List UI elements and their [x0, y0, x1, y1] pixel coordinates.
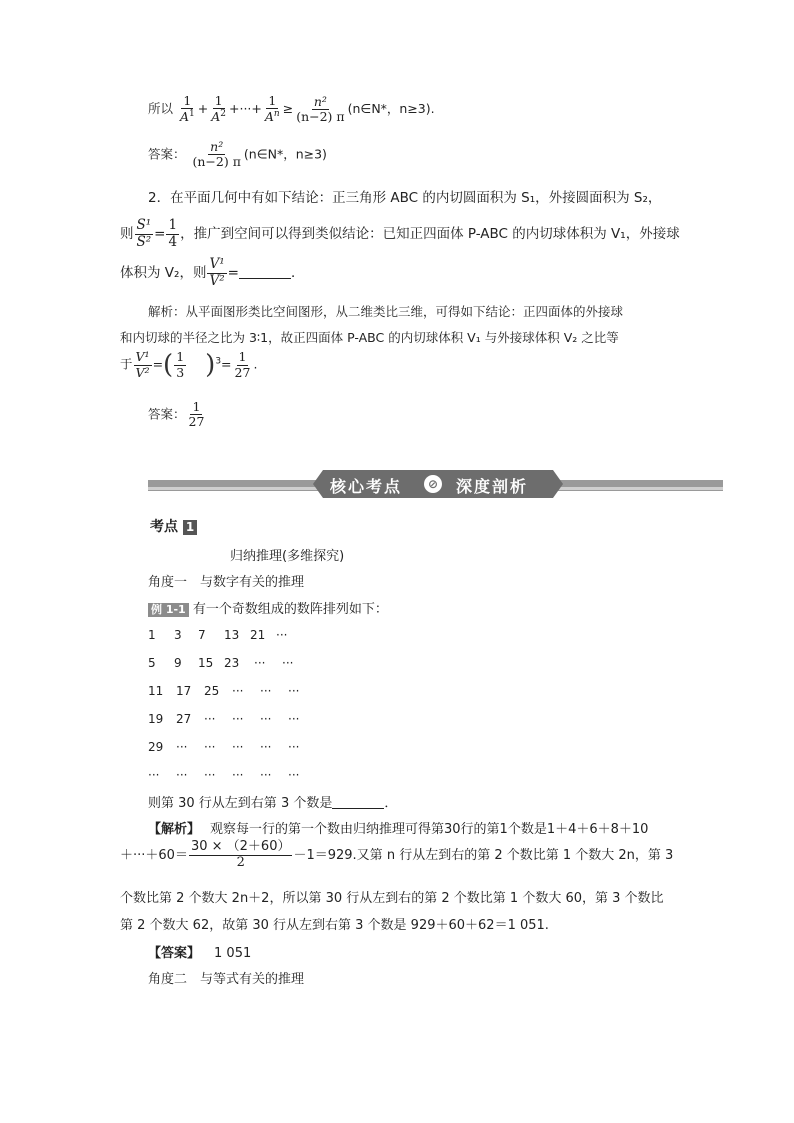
- angle-1-heading: 角度一 与数字有关的推理: [148, 575, 305, 590]
- banner-left-text: 核心考点: [330, 477, 403, 496]
- kaodian-title: 归纳推理(多维探究): [230, 549, 345, 564]
- condition-text: (n∈N*，n≥3).: [347, 100, 435, 116]
- matrix-row: 29 ··· ··· ··· ··· ···: [148, 740, 300, 754]
- analysis-line-1: 解析：从平面图形类比空间图形，从二维类比三维，可得如下结论：正四面体的外接球: [148, 304, 624, 319]
- kaodian-number-badge: 1: [183, 520, 197, 535]
- answer-blank-2[interactable]: [332, 796, 384, 809]
- fraction-1-over-An: $\frac{1}{A^n}$: [264, 93, 280, 125]
- matrix-question: 则第 30 行从左到右第 3 个数是 ．: [148, 796, 398, 811]
- answer-blank[interactable]: [239, 266, 291, 279]
- solution-line-4: 第 2 个数大 62，故第 30 行从左到右第 3 个数是 929＋60＋62＝1 051.: [120, 918, 549, 933]
- fraction-v1-v2: $\frac{\text{V¹}}{\text{V²}}$: [209, 256, 225, 289]
- fraction-1-over-A1: $\frac{1}{A^1}$: [180, 93, 195, 125]
- cube-exponent: 3: [215, 356, 222, 367]
- kaodian-heading: 考点 1: [150, 516, 197, 536]
- banner-badge-icon: ⊘: [424, 475, 442, 493]
- so-prefix: 所以: [148, 100, 174, 116]
- matrix-row: 1 3 7 13 21 ···: [148, 628, 288, 642]
- fraction-one-27: $\frac{1}{27}$: [234, 349, 251, 380]
- question-2-line-3: 体积为 V₂，则 $\frac{\text{V¹}}{\text{V²}}$ = ．: [120, 256, 305, 289]
- inequality-line: 所以 $\frac{1}{A^1}$ + $\frac{1}{A^2}$ +···+ $\frac{1}{A^n}$ ≥ $\frac{\text{n²}}{(n-2) \pi}$ (n∈N*，n≥3).: [148, 93, 435, 125]
- fraction-rhs: $\frac{\text{n²}}{(n-2) \pi}$: [296, 93, 345, 124]
- fraction-one-quarter: $\frac{1}{4}$: [168, 217, 178, 250]
- left-paren: (: [163, 350, 174, 380]
- answer-line-1: 答案： $\frac{\text{n²}}{(n-2) \pi}$ (n∈N*，n≥3): [148, 139, 327, 170]
- example-line: 例 1-1 有一个奇数组成的数阵排列如下：: [148, 598, 388, 617]
- example-tag: 例 1-1: [148, 603, 189, 617]
- right-paren: ): [205, 350, 216, 380]
- question-2-line-2: 则 $\frac{\text{S¹}}{\text{S²}}$ = $\frac{1}{4}$ ，推广到空间可以得到类似结论：已知正四面体 P-ABC 的内切球体积为 V₁，外接球: [120, 217, 680, 250]
- matrix-row: 11 17 25 ··· ··· ···: [148, 684, 300, 698]
- fraction-one-third: $\frac{1}{3}$: [176, 349, 185, 380]
- matrix-row: 19 27 ··· ··· ··· ···: [148, 712, 300, 726]
- solution-line-3: 个数比第 2 个数大 2n＋2，所以第 30 行从左到右的第 2 个数比第 1 个数大 60，第 3 个数比: [120, 891, 664, 906]
- analysis-line-2: 和内切球的半径之比为 3∶1，故正四面体 P-ABC 的内切球体积 V₁ 与外接球体积 V₂ 之比等: [120, 330, 619, 345]
- answer-fraction: $\frac{\text{n²}}{(n-2) \pi}$: [192, 139, 241, 170]
- banner-right-text: 深度剖析: [456, 477, 529, 496]
- answer-line-2: 答案： $\frac{1}{27}$: [148, 399, 205, 430]
- fraction-s1-s2: $\frac{\text{S¹}}{\text{S²}}$: [136, 217, 152, 250]
- matrix-row: 5 9 15 23 ··· ···: [148, 656, 294, 670]
- answer-fraction-2: $\frac{1}{27}$: [188, 399, 205, 430]
- fraction-v1-v2-analysis: $\frac{\text{V¹}}{\text{V²}}$: [135, 349, 150, 380]
- matrix-row: ··· ··· ··· ··· ··· ···: [148, 768, 300, 782]
- number-matrix: [148, 628, 314, 796]
- sum-fraction: $\frac{30 \times (2+60)}{2}$: [190, 839, 291, 870]
- solution-line-2: ＋···＋60＝ $\frac{30 \times (2+60)}{2}$ －1＝929.又第 n 行从左到右的第 2 个数比第 1 个数大 2n，第 3: [120, 839, 674, 870]
- answer-line-3: 【答案】 1 051: [148, 946, 252, 961]
- analysis-line-3: 于 $\frac{\text{V¹}}{\text{V²}}$ =( $\frac{1}{3}$ )$^3$= $\frac{1}{27}$ .: [120, 349, 258, 380]
- solution-line-1: 【解析】 观察每一行的第一个数由归纳推理可得第30行的第1个数是1＋4＋6＋8＋10: [148, 822, 649, 837]
- angle-2-heading: 角度二 与等式有关的推理: [148, 972, 305, 987]
- question-2-line-1: 2．在平面几何中有如下结论：正三角形 ABC 的内切圆面积为 S₁，外接圆面积为 S₂，: [148, 190, 662, 206]
- fraction-1-over-A2: $\frac{1}{A^2}$: [211, 93, 227, 125]
